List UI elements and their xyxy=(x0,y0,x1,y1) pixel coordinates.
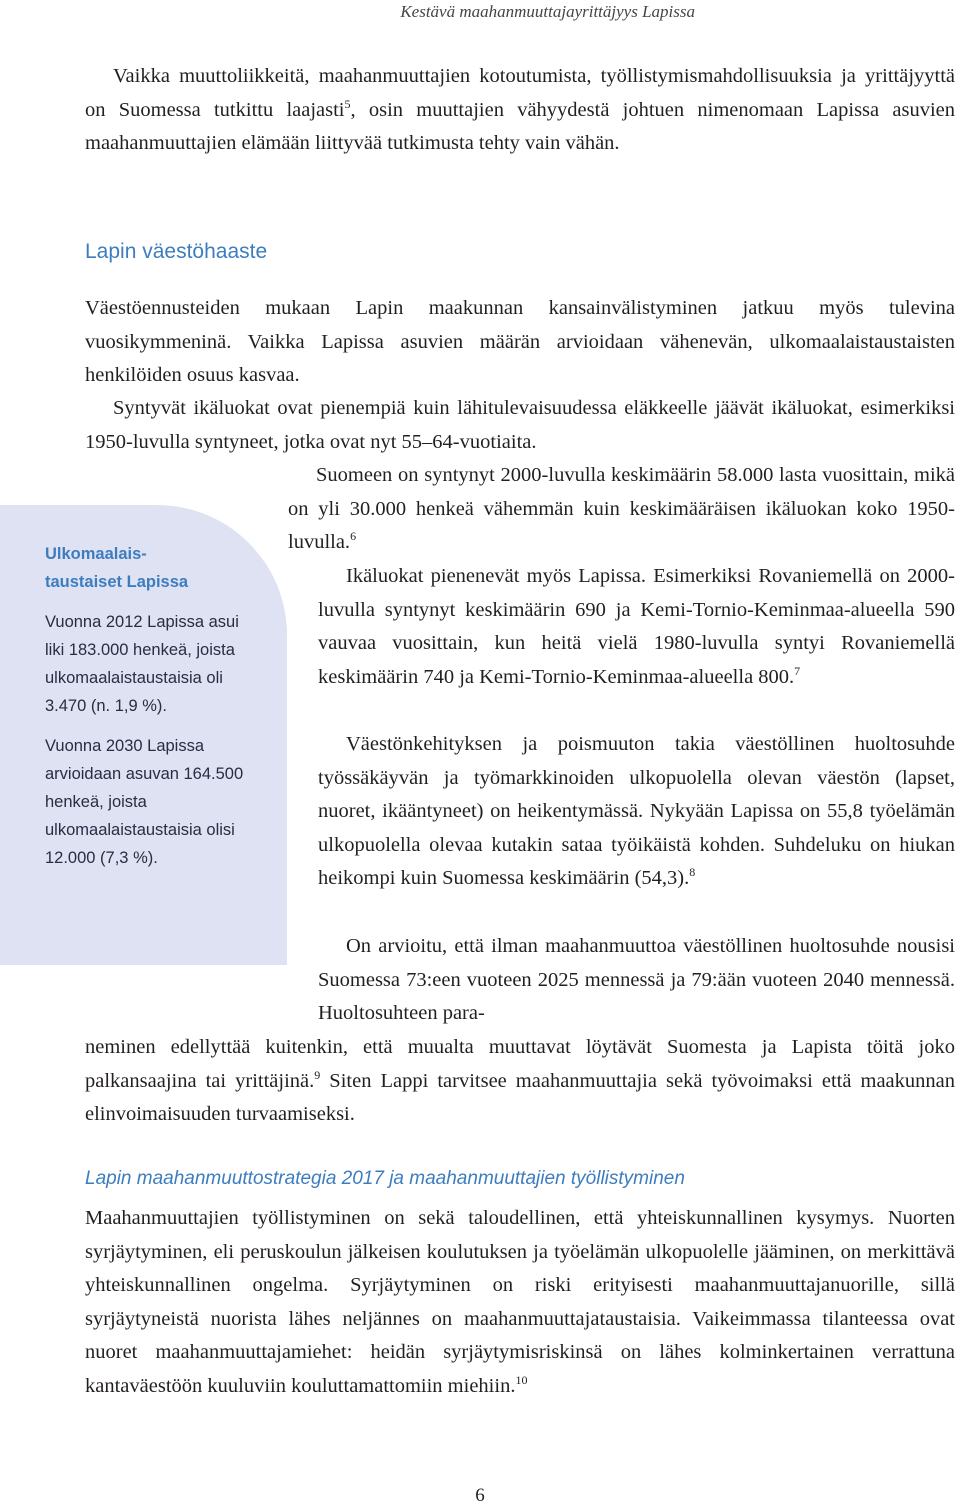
section-heading-strategy: Lapin maahanmuuttostrategia 2017 ja maahanmuuttajien työllistyminen xyxy=(85,1168,685,1189)
immigration-need-paragraph-continued: neminen edellyttää kuitenkin, että muualta muuttavat löytävät Suomesta ja Lapista töitä joko palkansaajina tai yrittäjinä.$^9$ Siten Lappi tarvitsee maahanmuuttajia sekä työvoimaksi että maakunnan elinvoimaisuuden turvaamiseksi. xyxy=(85,1036,955,1125)
rovaniemi-paragraph: Ikäluokat pienenevät myös Lapissa. Esimerkiksi Rovaniemellä on 2000-luvulla syntynyt keskimäärin 690 ja Kemi-Tornio-Keminmaa-alueella 590 vauvaa vuosittain, kun heitä vielä 1980-luvulla syntyi Rovaniemellä keskimäärin 740 ja Kemi-Tornio-Keminmaa-alueella 800.$^7$ xyxy=(318,565,955,688)
sidebar-title: Ulkomaalais- taustaiset Lapissa xyxy=(45,545,189,591)
sidebar-fact-2030: Vuonna 2030 Lapissa arvioidaan asuvan 164.500 henkeä, joista ulkomaalaistaustaisia olisi 12.000 (7,3 %). xyxy=(45,737,244,867)
births-paragraph: Suomeen on syntynyt 2000-luvulla keskimäärin 58.000 lasta vuosittain, mikä on yli 30.000 henkeä vähemmän kuin keskimääräisen ikäluokan koko 1950-luvulla.$^6$ xyxy=(288,464,955,553)
footnote-ref: 8 xyxy=(689,865,696,880)
running-header: Kestävä maahanmuuttajayrittäjyys Lapissa xyxy=(400,2,695,21)
sidebar-content xyxy=(45,540,255,884)
age-groups-paragraph: Syntyvät ikäluokat ovat pienempiä kuin lähitulevaisuudessa eläkkeelle jäävät ikäluokat, esimerkiksi 1950-luvulla syntyneet, jotka ovat nyt 55–64-vuotiaita. xyxy=(85,397,955,453)
dependency-ratio-paragraph: Väestönkehityksen ja poismuuton takia väestöllinen huoltosuhde työssäkäyvän ja työmarkkinoiden ulkopuolella olevan väestön (lapset, nuoret, ikääntyneet) on heikentymässä. Nykyään Lapissa on 55,8 työelämän ulkopuolella olevaa kutakin sataa työikäistä kohden. Suhdeluku on hiukan heikompi kuin Suomessa keskimäärin (54,3).$^8$ xyxy=(318,733,955,889)
footnote-ref: 9 xyxy=(314,1067,321,1082)
footnote-ref: 6 xyxy=(350,529,357,544)
intro-paragraph: Vaikka muuttoliikkeitä, maahanmuuttajien kotoutumista, työllistymismahdollisuuksia ja yrittäjyyttä on Suomessa tutkittu laajasti$^5$, osin muuttajien vähyydestä johtuen nimenomaan Lapissa asuvien maahanmuuttajien elämään liittyvää tutkimusta tehty vain vähän. xyxy=(85,65,955,154)
population-forecast-paragraph: Väestöennusteiden mukaan Lapin maakunnan kansainvälistyminen jatkuu myös tulevina vuosikymmeninä. Vaikka Lapissa asuvien määrän arvioidaan vähenevän, ulkomaalaistaustaisten henkilöiden osuus kasvaa. xyxy=(85,297,955,386)
immigration-need-paragraph: On arvioitu, että ilman maahanmuuttoa väestöllinen huoltosuhde nousisi Suomessa 73:een vuoteen 2025 mennessä ja 79:ään vuoteen 2040 mennessä. Huoltosuhteen para- xyxy=(318,935,955,1024)
page-number: 6 xyxy=(475,1485,485,1506)
employment-paragraph: Maahanmuuttajien työllistyminen on sekä taloudellinen, että yhteiskunnallinen kysymys. Nuorten syrjäytyminen, eli peruskoulun jälkeisen koulutuksen ja työelämän ulkopuolelle jääminen, on merkittävä yhteiskunnallinen ongelma. Syrjäytyminen on riski erityisesti maahanmuuttajanuorille, sillä syrjäytyneistä nuorista lähes neljännes on maahanmuuttajataustaisia. Vaikeimmassa tilanteessa ovat nuoret maahanmuuttajamiehet: heidän syrjäytymisriskinsä on lähes kolminkertainen verrattuna kantaväestöön kuuluviin kouluttamattomiin miehiin.$^{10}$ xyxy=(85,1207,955,1397)
footnote-ref: 10 xyxy=(515,1372,528,1387)
section-heading-population: Lapin väestöhaaste xyxy=(85,240,268,263)
footnote-ref: 5 xyxy=(344,96,351,111)
sidebar-fact-2012: Vuonna 2012 Lapissa asui liki 183.000 henkeä, joista ulkomaalaistaustaisia oli 3.470 (n. 1,9 %). xyxy=(45,613,239,715)
footnote-ref: 7 xyxy=(794,663,801,678)
